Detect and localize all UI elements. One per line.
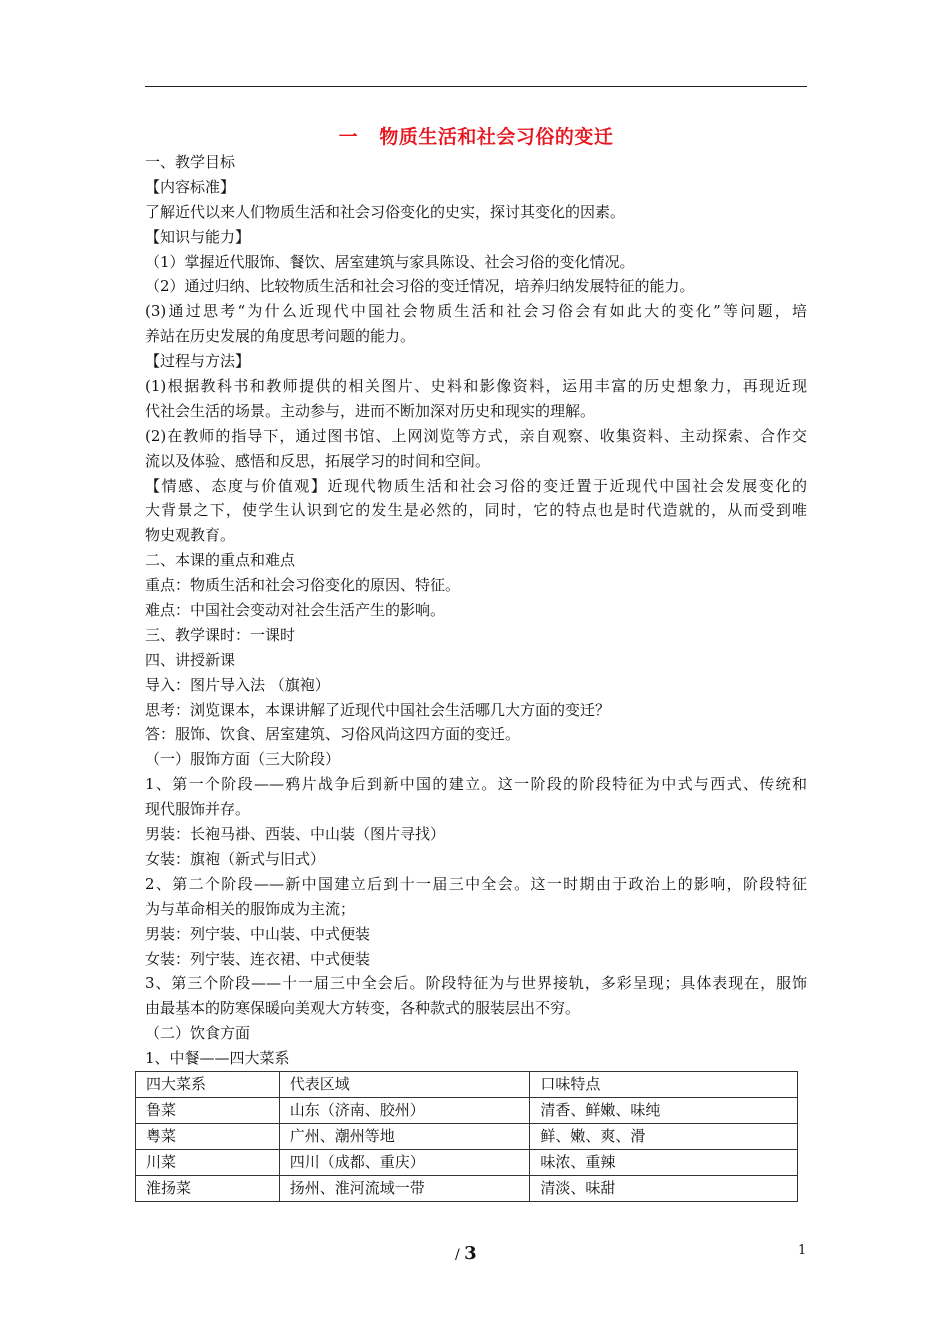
text-line: 3、第三个阶段——十一届三中全会后。阶段特征为与世界接轨，多彩呈现；具体表现在，服饰	[145, 974, 807, 993]
text-line: 现代服饰并存。	[145, 800, 251, 819]
table-cell: 川菜	[136, 1150, 280, 1176]
text-line: 一、教学目标	[145, 153, 236, 171]
table-cell: 粤菜	[136, 1124, 280, 1150]
text-line: 三、教学课时：一课时	[145, 625, 296, 644]
text-line: (1)根据教科书和教师提供的相关图片、史料和影像资料，运用丰富的历史想象力，再现近现	[145, 377, 807, 396]
table-cell: 清淡、味甜	[530, 1176, 798, 1202]
table-cell: 鲜、嫩、爽、滑	[530, 1124, 798, 1150]
text-line: 大背景之下，使学生认识到它的发生是必然的，同时，它的特点也是时代造就的，从而受到唯	[145, 501, 807, 520]
text-line: 由最基本的防寒保暖向美观大方转变，各种款式的服装层出不穷。	[145, 999, 581, 1018]
text-line: 物史观教育。	[145, 526, 236, 545]
text-line: 【过程与方法】	[145, 352, 251, 371]
text-line: （2）通过归纳、比较物质生活和社会习俗的变迁情况，培养归纳发展特征的能力。	[145, 277, 695, 296]
text-line: 男装：长袍马褂、西装、中山装（图片寻找）	[145, 825, 446, 844]
page-prefix: /	[455, 1247, 465, 1263]
text-line: 1、中餐——四大菜系	[145, 1049, 290, 1068]
table-cell: 四川（成都、重庆）	[279, 1150, 530, 1176]
page-total-number: 3	[464, 1243, 477, 1264]
table-header-cell: 口味特点	[530, 1072, 798, 1098]
table-cell: 广州、潮州等地	[279, 1124, 530, 1150]
table-row	[136, 1176, 798, 1202]
text-line: 导入：图片导入法 （旗袍）	[145, 675, 330, 694]
text-line: 1、第一个阶段——鸦片战争后到新中国的建立。这一阶段的阶段特征为中式与西式、传统和	[145, 775, 807, 794]
table-header-cell: 代表区域	[279, 1072, 530, 1098]
text-line: （二）饮食方面	[145, 1024, 251, 1043]
text-line: 思考：浏览课本，本课讲解了近现代中国社会生活哪几大方面的变迁？	[145, 700, 611, 719]
table-row	[136, 1124, 798, 1150]
text-line: 【知识与能力】	[145, 227, 251, 246]
text-line: 【内容标准】	[145, 177, 236, 196]
text-line: (2)在教师的指导下，通过图书馆、上网浏览等方式，亲自观察、收集资料、主动探索、合作交	[145, 426, 807, 445]
table-row	[136, 1150, 798, 1176]
text-line: 代社会生活的场景。主动参与，进而不断加深对历史和现实的理解。	[145, 401, 596, 420]
text-line: 养站在历史发展的角度思考问题的能力。	[145, 327, 416, 346]
table-header-row	[136, 1072, 798, 1098]
page-total	[455, 1243, 477, 1264]
text-line: 女装：旗袍（新式与旧式）	[145, 849, 326, 868]
document-title: 一 物质生活和社会习俗的变迁	[338, 126, 614, 148]
text-line: 难点：中国社会变动对社会生活产生的影响。	[145, 601, 446, 620]
text-line: 为与革命相关的服饰成为主流；	[145, 899, 356, 918]
text-line: 女装：列宁装、连衣裙、中式便装	[145, 949, 371, 968]
table-cell: 扬州、淮河流域一带	[279, 1176, 530, 1202]
table-header-cell: 四大菜系	[136, 1072, 280, 1098]
table-cell: 淮扬菜	[136, 1176, 280, 1202]
text-line: 重点：物质生活和社会习俗变化的原因、特征。	[145, 576, 461, 595]
text-line: 男装：列宁装、中山装、中式便装	[145, 924, 371, 943]
text-line: 四、讲授新课	[145, 650, 236, 669]
text-line: （1）掌握近代服饰、餐饮、居室建筑与家具陈设、社会习俗的变化情况。	[145, 252, 635, 271]
table-cell: 味浓、重辣	[530, 1150, 798, 1176]
text-line: 【情感、态度与价值观】近现代物质生活和社会习俗的变迁置于近现代中国社会发展变化的	[145, 476, 807, 495]
table-row	[136, 1098, 798, 1124]
text-line: (3)通过思考“为什么近现代中国社会物质生活和社会习俗会有如此大的变化”等问题，培	[145, 302, 807, 321]
header-rule	[145, 86, 807, 87]
table-cell: 鲁菜	[136, 1098, 280, 1124]
text-line: 流以及体验、感悟和反思，拓展学习的时间和空间。	[145, 451, 491, 470]
text-line: 2、第二个阶段——新中国建立后到十一届三中全会。这一时期由于政治上的影响，阶段特征	[145, 874, 807, 893]
text-line: 了解近代以来人们物质生活和社会习俗变化的史实，探讨其变化的因素。	[145, 202, 626, 221]
document-body	[145, 150, 807, 1071]
text-line: （一）服饰方面（三大阶段）	[145, 750, 341, 769]
text-line: 二、本课的重点和难点	[145, 551, 296, 570]
text-line: 答：服饰、饮食、居室建筑、习俗风尚这四方面的变迁。	[145, 725, 521, 744]
table-cell: 山东（济南、胶州）	[279, 1098, 530, 1124]
page-number: 1	[798, 1243, 807, 1258]
cuisine-table	[135, 1071, 798, 1202]
table-cell: 清香、鲜嫩、味纯	[530, 1098, 798, 1124]
